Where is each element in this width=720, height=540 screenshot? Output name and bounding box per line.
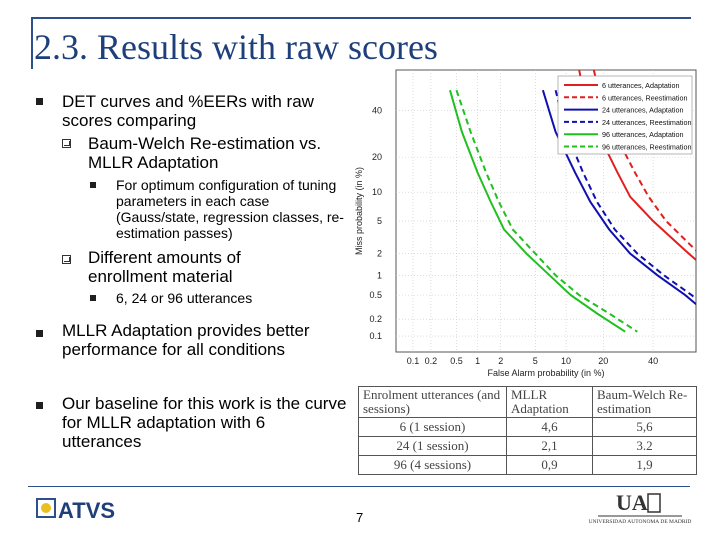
bullet-det-curves: DET curves and %EERs with raw scores comparing xyxy=(62,92,314,130)
x-tick-label: 20 xyxy=(598,356,609,366)
bullet-marker xyxy=(90,182,96,188)
legend-label: 24 utterances, Adaptation xyxy=(602,105,684,115)
sub-bullet-enrollment: Different amounts of enrollment material xyxy=(88,248,241,286)
y-tick-label: 0.2 xyxy=(369,314,382,325)
table-cell: 3.2 xyxy=(593,437,697,456)
uam-logo xyxy=(588,490,692,533)
legend-label: 6 utterances, Adaptation xyxy=(602,81,680,90)
results-table xyxy=(358,386,697,475)
table-cell: 4,6 xyxy=(507,418,593,437)
bullet-mllr-performance: MLLR Adaptation provides better performance for all conditions xyxy=(62,321,310,359)
x-tick-label: 10 xyxy=(561,356,572,366)
table-cell: 96 (4 sessions) xyxy=(359,456,507,475)
y-axis-label: Miss probability (in %) xyxy=(354,166,364,256)
title-rule-horizontal xyxy=(31,17,691,19)
sub-sub-bullet-tuning: For optimum configuration of tuning parameters in each case (Gauss/state, regression classes, re-estimation passes) xyxy=(116,177,344,241)
table-header-cell: Baum-Welch Re-estimation xyxy=(593,387,697,418)
bullet-baseline: Our baseline for this work is the curve for MLLR adaptation with 6 utterances xyxy=(62,394,347,451)
bullet-marker xyxy=(36,330,43,337)
table-cell: 0,9 xyxy=(507,456,593,475)
bullet-marker xyxy=(90,295,96,301)
atvs-logo xyxy=(36,494,116,529)
sub-bullet-marker xyxy=(62,139,71,148)
det-chart xyxy=(348,70,708,382)
legend-label: 6 utterances, Reestimation xyxy=(602,93,688,103)
y-tick-label: 5 xyxy=(376,216,382,227)
y-tick-label: 20 xyxy=(371,152,382,163)
table-row xyxy=(359,418,697,437)
y-tick-label: 0.5 xyxy=(369,290,382,301)
table-header-row xyxy=(359,387,697,418)
x-tick-label: 0.2 xyxy=(424,356,438,366)
table-cell: 5,6 xyxy=(593,418,697,437)
sub-bullet-marker xyxy=(62,255,71,264)
x-tick-label: 2 xyxy=(498,356,504,366)
x-tick-label: 40 xyxy=(648,356,659,366)
table-cell: 6 (1 session) xyxy=(359,418,507,437)
svg-text:UA: UA xyxy=(616,490,648,515)
page-number: 7 xyxy=(356,510,364,525)
legend-label: 96 utterances, Reestimation xyxy=(602,142,692,152)
y-tick-label: 0.1 xyxy=(369,331,382,342)
table-row xyxy=(359,437,697,456)
atvs-logo-text: ATVS xyxy=(58,498,116,523)
x-tick-label: 0.5 xyxy=(450,356,463,366)
y-tick-label: 40 xyxy=(371,105,382,116)
uam-logo-text: UNIVERSIDAD AUTONOMA DE MADRID xyxy=(588,519,692,525)
table-cell: 2,1 xyxy=(507,437,593,456)
atvs-logo-graphic xyxy=(36,494,116,524)
table-header-cell: Enrolment utterances (and sessions) xyxy=(359,387,507,418)
bullet-marker xyxy=(36,402,43,409)
table-cell: 1,9 xyxy=(593,456,697,475)
table-header-cell: MLLR Adaptation xyxy=(507,387,593,418)
x-axis-label: False Alarm probability (in %) xyxy=(487,368,605,378)
footer-rule xyxy=(28,486,690,487)
x-tick-label: 1 xyxy=(475,356,481,366)
sub-bullet-baum-welch: Baum-Welch Re-estimation vs. MLLR Adaptation xyxy=(88,134,322,172)
sub-sub-bullet-utterances: 6, 24 or 96 utterances xyxy=(116,290,253,306)
det-chart-svg xyxy=(348,70,708,382)
x-tick-label: 0.1 xyxy=(406,356,420,366)
x-tick-label: 5 xyxy=(532,356,538,366)
bullet-marker xyxy=(36,98,43,105)
y-tick-label: 2 xyxy=(376,248,382,259)
slide-title: 2.3. Results with raw scores xyxy=(34,27,438,67)
y-tick-label: 10 xyxy=(371,187,382,198)
legend-label: 24 utterances, Reestimation xyxy=(602,117,692,127)
uam-logo-graphic xyxy=(588,490,692,528)
table-cell: 24 (1 session) xyxy=(359,437,507,456)
legend-label: 96 utterances, Adaptation xyxy=(602,130,684,140)
table-row xyxy=(359,456,697,475)
y-tick-label: 1 xyxy=(376,270,382,281)
title-rule-vertical xyxy=(31,17,33,69)
